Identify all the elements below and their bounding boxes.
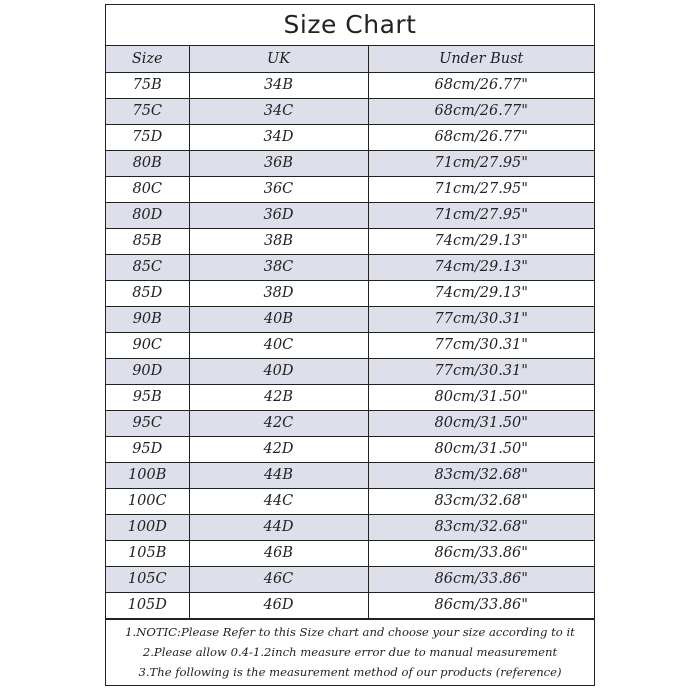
table-row [106, 567, 594, 593]
size-cell: 100B [106, 463, 189, 489]
uk-cell: 40B [189, 307, 368, 333]
size-cell: 75B [106, 73, 189, 99]
size-cell: 80D [106, 203, 189, 229]
table-row [106, 541, 594, 567]
size-cell: 90B [106, 307, 189, 333]
uk-cell: 38D [189, 281, 368, 307]
size-cell: 75C [106, 99, 189, 125]
under-bust-cell: 83cm/32.68" [368, 515, 594, 541]
table-row [106, 73, 594, 99]
under-bust-cell: 86cm/33.86" [368, 567, 594, 593]
size-cell: 75D [106, 125, 189, 151]
uk-cell: 40C [189, 333, 368, 359]
uk-cell: 42B [189, 385, 368, 411]
uk-cell: 46C [189, 567, 368, 593]
under-bust-cell: 80cm/31.50" [368, 437, 594, 463]
table-row [106, 515, 594, 541]
column-header-uk: UK [189, 46, 368, 73]
size-cell: 85D [106, 281, 189, 307]
table-row [106, 333, 594, 359]
size-table [106, 46, 594, 619]
table-row [106, 177, 594, 203]
under-bust-cell: 77cm/30.31" [368, 333, 594, 359]
size-cell: 90C [106, 333, 189, 359]
table-row [106, 411, 594, 437]
under-bust-cell: 74cm/29.13" [368, 255, 594, 281]
uk-cell: 34C [189, 99, 368, 125]
note-line: 2.Please allow 0.4-1.2inch measure error due to manual measurement [142, 645, 558, 659]
under-bust-cell: 80cm/31.50" [368, 385, 594, 411]
uk-cell: 38C [189, 255, 368, 281]
size-cell: 105D [106, 593, 189, 619]
table-row [106, 437, 594, 463]
under-bust-cell: 71cm/27.95" [368, 151, 594, 177]
uk-cell: 36C [189, 177, 368, 203]
uk-cell: 46B [189, 541, 368, 567]
size-cell: 95C [106, 411, 189, 437]
uk-cell: 44C [189, 489, 368, 515]
under-bust-cell: 68cm/26.77" [368, 125, 594, 151]
table-row [106, 125, 594, 151]
uk-cell: 44B [189, 463, 368, 489]
column-header-size: Size [106, 46, 189, 73]
uk-cell: 36D [189, 203, 368, 229]
table-row [106, 463, 594, 489]
size-cell: 90D [106, 359, 189, 385]
under-bust-cell: 74cm/29.13" [368, 281, 594, 307]
size-cell: 105B [106, 541, 189, 567]
uk-cell: 40D [189, 359, 368, 385]
chart-title: Size Chart [106, 5, 594, 46]
under-bust-cell: 77cm/30.31" [368, 307, 594, 333]
size-cell: 100D [106, 515, 189, 541]
uk-cell: 46D [189, 593, 368, 619]
under-bust-cell: 83cm/32.68" [368, 489, 594, 515]
table-row [106, 307, 594, 333]
column-header-under-bust: Under Bust [368, 46, 594, 73]
table-row [106, 385, 594, 411]
under-bust-cell: 86cm/33.86" [368, 593, 594, 619]
size-cell: 100C [106, 489, 189, 515]
table-body [106, 73, 594, 619]
size-cell: 80C [106, 177, 189, 203]
under-bust-cell: 68cm/26.77" [368, 73, 594, 99]
table-row [106, 151, 594, 177]
size-cell: 85C [106, 255, 189, 281]
under-bust-cell: 80cm/31.50" [368, 411, 594, 437]
under-bust-cell: 83cm/32.68" [368, 463, 594, 489]
note-line: 1.NOTIC:Please Refer to this Size chart and choose your size according to it [125, 625, 575, 639]
uk-cell: 38B [189, 229, 368, 255]
under-bust-cell: 71cm/27.95" [368, 177, 594, 203]
under-bust-cell: 74cm/29.13" [368, 229, 594, 255]
size-cell: 95D [106, 437, 189, 463]
table-row [106, 255, 594, 281]
notes-section [106, 619, 594, 685]
table-row [106, 281, 594, 307]
table-row [106, 99, 594, 125]
uk-cell: 36B [189, 151, 368, 177]
uk-cell: 44D [189, 515, 368, 541]
size-chart [105, 4, 595, 686]
uk-cell: 34B [189, 73, 368, 99]
uk-cell: 34D [189, 125, 368, 151]
table-row [106, 489, 594, 515]
under-bust-cell: 71cm/27.95" [368, 203, 594, 229]
uk-cell: 42D [189, 437, 368, 463]
under-bust-cell: 77cm/30.31" [368, 359, 594, 385]
size-cell: 80B [106, 151, 189, 177]
under-bust-cell: 86cm/33.86" [368, 541, 594, 567]
table-row [106, 593, 594, 619]
table-header-row [106, 46, 594, 73]
table-row [106, 203, 594, 229]
uk-cell: 42C [189, 411, 368, 437]
table-row [106, 229, 594, 255]
table-row [106, 359, 594, 385]
under-bust-cell: 68cm/26.77" [368, 99, 594, 125]
size-cell: 95B [106, 385, 189, 411]
note-line: 3.The following is the measurement method of our products (reference) [138, 665, 562, 679]
size-cell: 105C [106, 567, 189, 593]
size-cell: 85B [106, 229, 189, 255]
